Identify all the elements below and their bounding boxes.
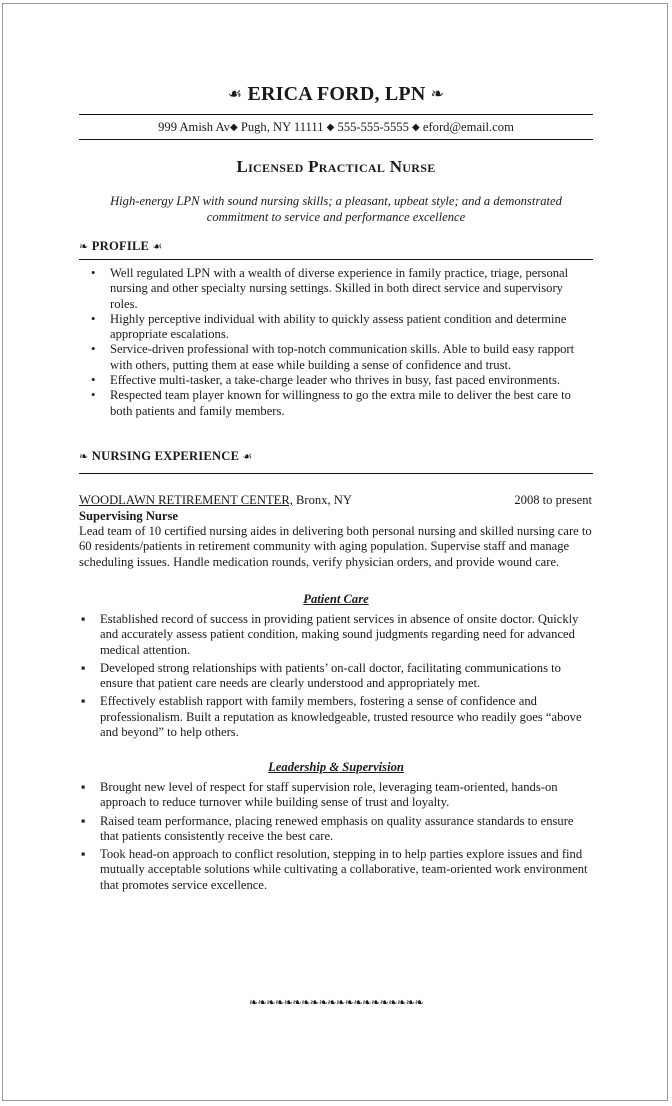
square-bullet-icon: ▪	[81, 612, 86, 626]
list-item: • Effective multi-tasker, a take-charge leader who thrives in busy, fast paced environments.	[91, 373, 561, 388]
patient-care-heading: Patient Care	[303, 592, 369, 606]
list-item: • Respected team player known for willingness to go the extra mile to deliver the best care to both patients and family members.	[91, 388, 571, 418]
bullet-icon: •	[91, 342, 96, 357]
list-item: ▪ Raised team performance, placing renewed emphasis on quality assurance standards to ensure that patients consistently receive the best care.	[81, 813, 574, 843]
bullet-icon: •	[91, 266, 96, 280]
square-bullet-icon: ▪	[81, 660, 86, 675]
list-item: • Service-driven professional with top-notch communication skills. Able to build easy rapport with others, putting them at ease while building a sense of confidence and trust.	[91, 342, 575, 372]
header-rule-top	[79, 114, 593, 115]
list-item: • Well regulated LPN with a wealth of diverse experience in family practice, triage, personal nursing and other specialty nursing settings. Skilled in both direct service and supervisory roles.	[91, 266, 569, 311]
profile-heading: ❧ PROFILE ☙	[79, 239, 163, 253]
profile-list	[91, 266, 593, 419]
job-description: Lead team of 10 certified nursing aides in delivering both personal nursing and skilled nursing care to 60 residents/patients in retirement community with aging population. Supervise staff and manage scheduling issues. Handle medication rounds, verify physician orders, and provide wound care.	[79, 524, 592, 569]
list-item: ▪ Effectively establish rapport with family members, fostering a sense of confidence and professionalism. Built a reputation as knowledgeable, trusted resource who readily goes “above and beyond” to help others.	[81, 694, 582, 740]
contact-line	[0, 120, 672, 135]
employer-line	[79, 493, 352, 508]
diamond-separator-icon: ◆	[229, 122, 238, 133]
leadership-list	[81, 780, 592, 896]
list-item: ▪ Developed strong relationships with patients’ on-call doctor, facilitating communications to ensure that patient care needs are clearly understood and appropriately met.	[81, 660, 561, 691]
list-item: • Highly perceptive individual with ability to quickly assess patient condition and determine appropriate escalations.	[91, 311, 567, 342]
job-title: Supervising Nurse	[79, 509, 179, 523]
candidate-name-line	[0, 83, 672, 106]
square-bullet-icon: ▪	[81, 813, 86, 828]
employment-dates: 2008 to present	[514, 493, 592, 507]
square-bullet-icon: ▪	[81, 847, 86, 862]
patient-care-list	[81, 612, 592, 743]
list-item: ▪ Brought new level of respect for staff supervision role, leveraging team-oriented, hands-on approach to reduce turnover while building sense of trust and loyalty.	[81, 780, 558, 810]
contact-city: Pugh, NY 11111	[240, 120, 324, 134]
employer-location: Bronx, NY	[292, 493, 352, 507]
ornament-left-icon: ❧	[79, 451, 89, 463]
employer-name: WOODLAWN RETIREMENT CENTER,	[79, 493, 293, 507]
bullet-icon: •	[91, 373, 96, 388]
ornament-right-icon: ☙	[152, 241, 163, 253]
bullet-icon: •	[91, 388, 96, 403]
ornament-right-icon: ❧	[430, 86, 445, 103]
header-rule-bottom	[79, 139, 593, 140]
experience-rule	[79, 473, 593, 474]
ornament-left-icon: ☙	[227, 86, 243, 103]
footer-ornament-icon: ❧❧❧❧❧❧❧❧❧❧❧❧❧❧❧❧❧❧❧❧	[248, 997, 424, 1009]
profile-rule	[79, 259, 593, 260]
summary-statement: High-energy LPN with sound nursing skills; a pleasant, upbeat style; and a demonstrated commitment to service and performance excellence	[110, 194, 562, 224]
diamond-separator-icon: ◆	[412, 122, 420, 133]
candidate-name: ERICA FORD, LPN	[247, 83, 426, 105]
experience-heading: ❧ NURSING EXPERIENCE ☙	[79, 449, 253, 463]
contact-phone: 555-555-5555	[337, 120, 409, 134]
contact-email[interactable]: eford@email.com	[422, 120, 514, 134]
diamond-separator-icon: ◆	[326, 122, 335, 133]
resume-title: Licensed Practical Nurse	[236, 157, 436, 176]
leadership-heading: Leadership & Supervision	[268, 760, 404, 774]
contact-address: 999 Amish Av	[158, 120, 230, 134]
square-bullet-icon: ▪	[81, 780, 86, 794]
bullet-icon: •	[91, 311, 96, 326]
ornament-right-icon: ☙	[242, 451, 253, 463]
list-item: ▪ Established record of success in providing patient services in absence of onsite doctor. Quickly and accurately assess patient condition, making sound judgments regarding need for advanced medical attention.	[81, 612, 579, 657]
list-item: ▪ Took head-on approach to conflict resolution, stepping in to help parties explore issues and find mutually acceptable solutions while cultivating a collaborative, team-oriented work environment that promotes service excellence.	[81, 847, 588, 892]
ornament-left-icon: ❧	[79, 241, 89, 253]
square-bullet-icon: ▪	[81, 694, 86, 709]
